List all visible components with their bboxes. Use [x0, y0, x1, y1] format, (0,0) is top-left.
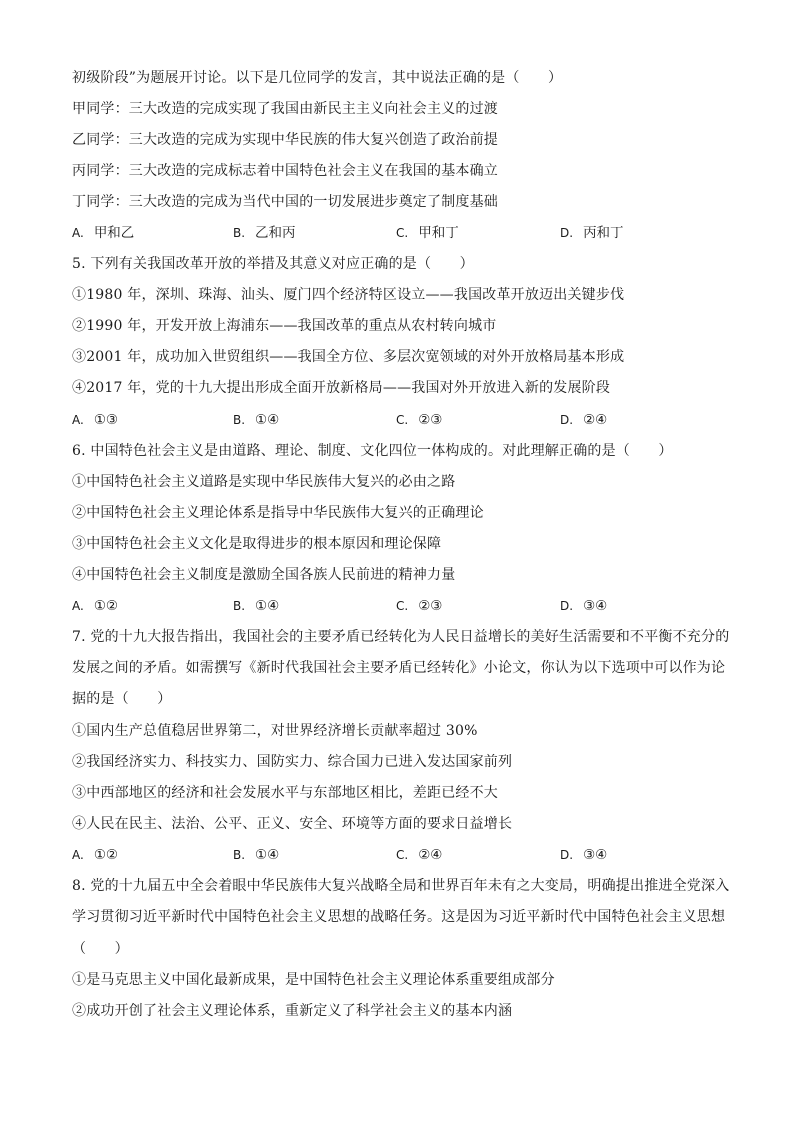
- q6-options: [72, 596, 732, 616]
- q7-stem-line-3: 据的是（ ）: [72, 691, 172, 707]
- q4-option-a-text: 甲和乙: [93, 225, 135, 241]
- q6-option-a-text: ①②: [93, 598, 119, 614]
- q7-option-b[interactable]: [233, 845, 279, 865]
- q7-stem-line-2: 发展之间的矛盾。如需撰写《新时代我国社会主要矛盾已经转化》小论文，你认为以下选项中可以作为论: [72, 660, 726, 676]
- q4-option-c-key: C.: [396, 226, 409, 240]
- q7-options: [72, 845, 732, 865]
- q5-option-b-text: ①④: [255, 412, 280, 428]
- q4-option-b-key: B.: [233, 226, 246, 240]
- q5-statement-1: ①1980 年，深圳、珠海、汕头、厦门四个经济特区设立——我国改革开放迈出关键步伐: [72, 287, 625, 303]
- q4-option-a-key: A.: [72, 226, 84, 240]
- q7-option-d-text: ③④: [583, 847, 608, 863]
- q4-option-d-key: D.: [560, 226, 574, 240]
- q5-option-c[interactable]: [396, 410, 442, 430]
- q6-option-c-text: ②③: [418, 598, 443, 614]
- q7-option-b-text: ①④: [255, 847, 280, 863]
- q7-option-c-key: C.: [396, 848, 409, 862]
- q4-option-b[interactable]: [233, 223, 296, 243]
- q7-option-a-key: A.: [72, 848, 84, 862]
- q5-stem: 5. 下列有关我国改革开放的举措及其意义对应正确的是（ ）: [72, 256, 474, 272]
- q6-option-c[interactable]: [396, 596, 442, 616]
- q6-option-c-key: C.: [396, 599, 409, 613]
- q7-statement-3: ③中西部地区的经济和社会发展水平与东部地区相比，差距已经不大: [72, 785, 498, 801]
- q7-option-d-key: D.: [560, 848, 574, 862]
- q5-option-b[interactable]: [233, 410, 279, 430]
- q5-option-a-key: A.: [72, 413, 84, 427]
- q7-option-c[interactable]: [396, 845, 442, 865]
- q5-option-a-text: ①③: [93, 412, 119, 428]
- q6-option-a-key: A.: [72, 599, 84, 613]
- q7-option-a-text: ①②: [93, 847, 119, 863]
- q6-option-a[interactable]: [72, 596, 118, 616]
- q4-intro: 初级阶段”为题展开讨论。以下是几位同学的发言，其中说法正确的是（ ）: [72, 70, 563, 86]
- q4-options: [72, 223, 732, 243]
- q4-option-c-text: 甲和丁: [418, 225, 459, 241]
- q8-stem-line-1: 8. 党的十九届五中全会着眼中华民族伟大复兴战略全局和世界百年未有之大变局，明确提出推进全党深入: [72, 878, 730, 894]
- q7-option-a[interactable]: [72, 845, 118, 865]
- q6-option-b-key: B.: [233, 599, 246, 613]
- q8-statement-2: ②成功开创了社会主义理论体系，重新定义了科学社会主义的基本内涵: [72, 1003, 513, 1019]
- q4-option-b-text: 乙和丙: [255, 225, 296, 241]
- q7-statement-2: ②我国经济实力、科技实力、国防实力、综合国力已进入发达国家前列: [72, 754, 513, 770]
- q4-option-c[interactable]: [396, 223, 459, 243]
- q4-option-d[interactable]: [560, 223, 624, 243]
- q5-option-c-key: C.: [396, 413, 409, 427]
- q5-option-a[interactable]: [72, 410, 118, 430]
- q6-statement-4: ④中国特色社会主义制度是激励全国各族人民前进的精神力量: [72, 567, 456, 583]
- q4-statement-2: 乙同学：三大改造的完成为实现中华民族的伟大复兴创造了政治前提: [72, 132, 498, 148]
- q8-stem-line-2: 学习贯彻习近平新时代中国特色社会主义思想的战略任务。这是因为习近平新时代中国特色社会主义思想: [72, 909, 726, 925]
- q6-option-b[interactable]: [233, 596, 279, 616]
- q6-option-d-text: ③④: [583, 598, 608, 614]
- q7-statement-1: ①国内生产总值稳居世界第二，对世界经济增长贡献率超过 30%: [72, 723, 478, 739]
- q6-stem: 6. 中国特色社会主义是由道路、理论、制度、文化四位一体构成的。对此理解正确的是（ ）: [72, 443, 673, 459]
- q5-option-b-key: B.: [233, 413, 246, 427]
- q5-options: [72, 410, 732, 430]
- q8-statement-1: ①是马克思主义中国化最新成果，是中国特色社会主义理论体系重要组成部分: [72, 972, 555, 988]
- q5-statement-3: ③2001 年，成功加入世贸组织——我国全方位、多层次宽领域的对外开放格局基本形成: [72, 349, 625, 365]
- q4-statement-3: 丙同学：三大改造的完成标志着中国特色社会主义在我国的基本确立: [72, 163, 498, 179]
- q4-option-a[interactable]: [72, 223, 134, 243]
- q5-option-d-key: D.: [560, 413, 574, 427]
- q6-option-b-text: ①④: [255, 598, 280, 614]
- q7-stem-line-1: 7. 党的十九大报告指出，我国社会的主要矛盾已经转化为人民日益增长的美好生活需要和不平衡不充分的: [72, 629, 730, 645]
- q5-statement-4: ④2017 年，党的十九大提出形成全面开放新格局——我国对外开放进入新的发展阶段: [72, 380, 611, 396]
- q7-statement-4: ④人民在民主、法治、公平、正义、安全、环境等方面的要求日益增长: [72, 816, 513, 832]
- q7-option-b-key: B.: [233, 848, 246, 862]
- q5-option-d[interactable]: [560, 410, 607, 430]
- q7-option-c-text: ②④: [418, 847, 443, 863]
- q4-statement-4: 丁同学：三大改造的完成为当代中国的一切发展进步奠定了制度基础: [72, 194, 498, 210]
- q6-statement-2: ②中国特色社会主义理论体系是指导中华民族伟大复兴的正确理论: [72, 505, 484, 521]
- q4-option-d-text: 丙和丁: [583, 225, 624, 241]
- q5-option-c-text: ②③: [418, 412, 443, 428]
- q6-statement-3: ③中国特色社会主义文化是取得进步的根本原因和理论保障: [72, 536, 442, 552]
- q6-option-d-key: D.: [560, 599, 574, 613]
- q6-option-d[interactable]: [560, 596, 607, 616]
- q7-option-d[interactable]: [560, 845, 607, 865]
- q5-statement-2: ②1990 年，开发开放上海浦东——我国改革的重点从农村转向城市: [72, 318, 497, 334]
- q6-statement-1: ①中国特色社会主义道路是实现中华民族伟大复兴的必由之路: [72, 474, 456, 490]
- q8-stem-line-3: （ ）: [72, 941, 129, 957]
- q5-option-d-text: ②④: [583, 412, 608, 428]
- q4-statement-1: 甲同学：三大改造的完成实现了我国由新民主主义向社会主义的过渡: [72, 101, 498, 117]
